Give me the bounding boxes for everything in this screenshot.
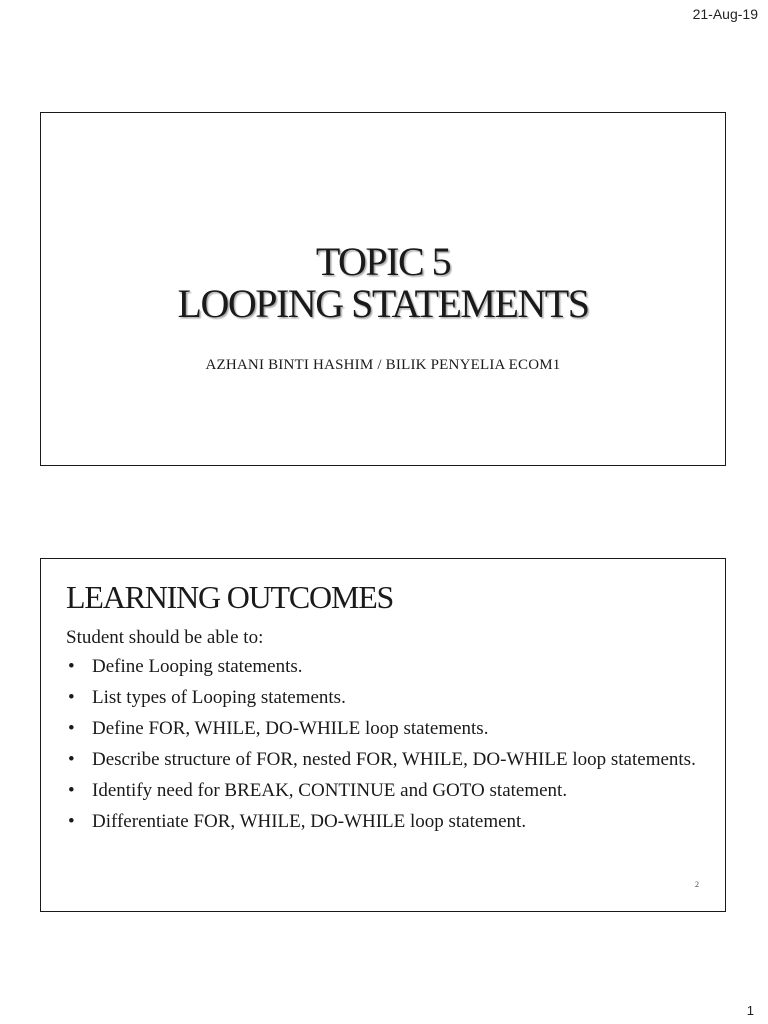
- list-item-text: Describe structure of FOR, nested FOR, WHILE, DO-WHILE loop statements.: [92, 749, 696, 770]
- bullet-icon: •: [68, 811, 75, 832]
- list-item-text: Identify need for BREAK, CONTINUE and GOTO statement.: [92, 780, 568, 801]
- bullet-icon: •: [68, 749, 75, 770]
- bullet-icon: •: [68, 687, 75, 708]
- learning-outcomes-list: [66, 655, 705, 841]
- list-item: [66, 748, 705, 771]
- list-item: [66, 686, 705, 709]
- bullet-icon: •: [68, 780, 75, 801]
- list-item: [66, 779, 705, 802]
- slide-title-block: [41, 241, 725, 325]
- list-item-text: Differentiate FOR, WHILE, DO-WHILE loop statement.: [92, 811, 527, 832]
- topic-title: TOPIC 5: [315, 239, 451, 284]
- author-line: AZHANI BINTI HASHIM / BILIK PENYELIA ECOM1: [205, 357, 561, 373]
- learning-outcomes-intro: Student should be able to:: [66, 627, 264, 648]
- slide-number: 2: [695, 880, 699, 889]
- list-item-text: Define FOR, WHILE, DO-WHILE loop statements.: [92, 718, 489, 739]
- page-date: 21-Aug-19: [692, 6, 758, 22]
- list-item: [66, 655, 705, 678]
- list-item-text: List types of Looping statements.: [92, 687, 346, 708]
- page-number: 1: [746, 1003, 754, 1018]
- list-item: [66, 810, 705, 833]
- slide-learning-outcomes: [40, 558, 726, 912]
- bullet-icon: •: [68, 656, 75, 677]
- learning-outcomes-heading: LEARNING OUTCOMES: [66, 579, 394, 615]
- bullet-icon: •: [68, 718, 75, 739]
- list-item-text: Define Looping statements.: [92, 656, 303, 677]
- slide-title: [40, 112, 726, 466]
- topic-subtitle-heading: LOOPING STATEMENTS: [177, 281, 589, 326]
- list-item: [66, 717, 705, 740]
